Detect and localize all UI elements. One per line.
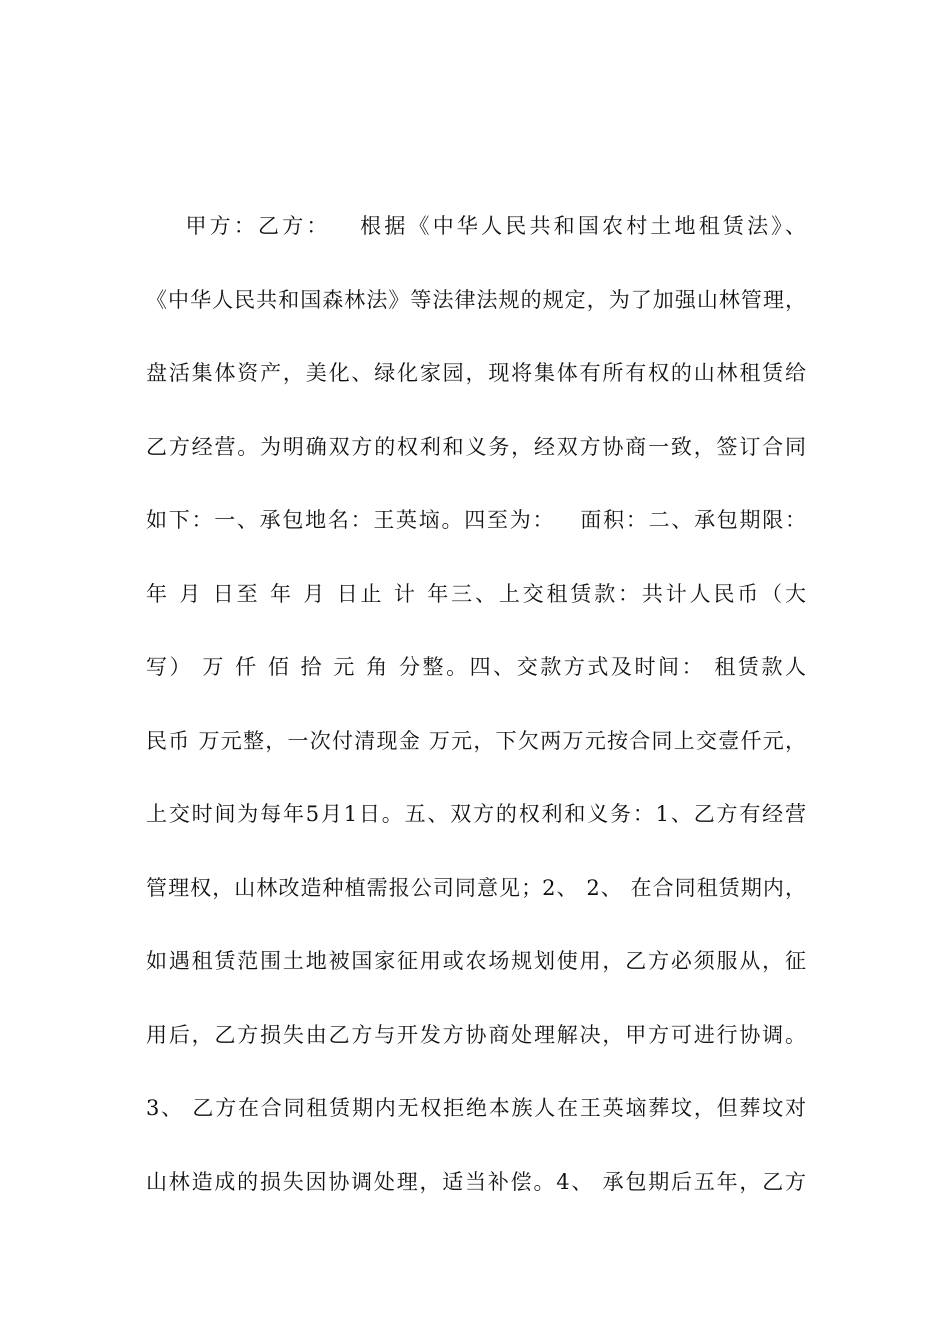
contract-body-text — [146, 208, 806, 1237]
text-line-5: 如下：一、承包地名：王英垴。四至为： 面积：二、承包期限： — [146, 508, 806, 532]
text-line-6: 年 月 日至 年 月 日止 计 年三、上交租赁款：共计人民币（大 — [146, 581, 806, 606]
text-line-14: 山林造成的损失因协调处理，适当补偿。4、 承包期后五年，乙方 — [146, 1169, 806, 1194]
text-line-12: 用后，乙方损失由乙方与开发方协商处理解决，甲方可进行协调。 — [146, 1022, 806, 1047]
text-line-9: 上交时间为每年5月1日。五、双方的权利和义务：1、乙方有经营 — [146, 802, 806, 826]
text-line-4: 乙方经营。为明确双方的权利和义务，经双方协商一致，签订合同 — [146, 434, 806, 459]
text-line-1: 甲方：乙方： 根据《中华人民共和国农村土地租赁法》、 — [146, 214, 806, 238]
text-line-2: 《中华人民共和国森林法》等法律法规的规定，为了加强山林管理， — [146, 287, 806, 312]
text-line-10: 管理权，山林改造种植需报公司同意见；2、 2、 在合同租赁期内， — [146, 875, 806, 900]
text-line-11: 如遇租赁范围土地被国家征用或农场规划使用，乙方必须服从，征 — [146, 949, 806, 973]
text-line-3: 盘活集体资产，美化、绿化家园，现将集体有所有权的山林租赁给 — [146, 361, 806, 385]
text-line-13: 3、 乙方在合同租赁期内无权拒绝本族人在王英垴葬坟，但葬坟对 — [146, 1096, 806, 1120]
text-line-8: 民币 万元整，一次付清现金 万元，下欠两万元按合同上交壹仟元， — [146, 728, 806, 753]
text-line-7: 写） 万 仟 佰 拾 元 角 分整。四、交款方式及时间： 租赁款人 — [146, 655, 806, 679]
